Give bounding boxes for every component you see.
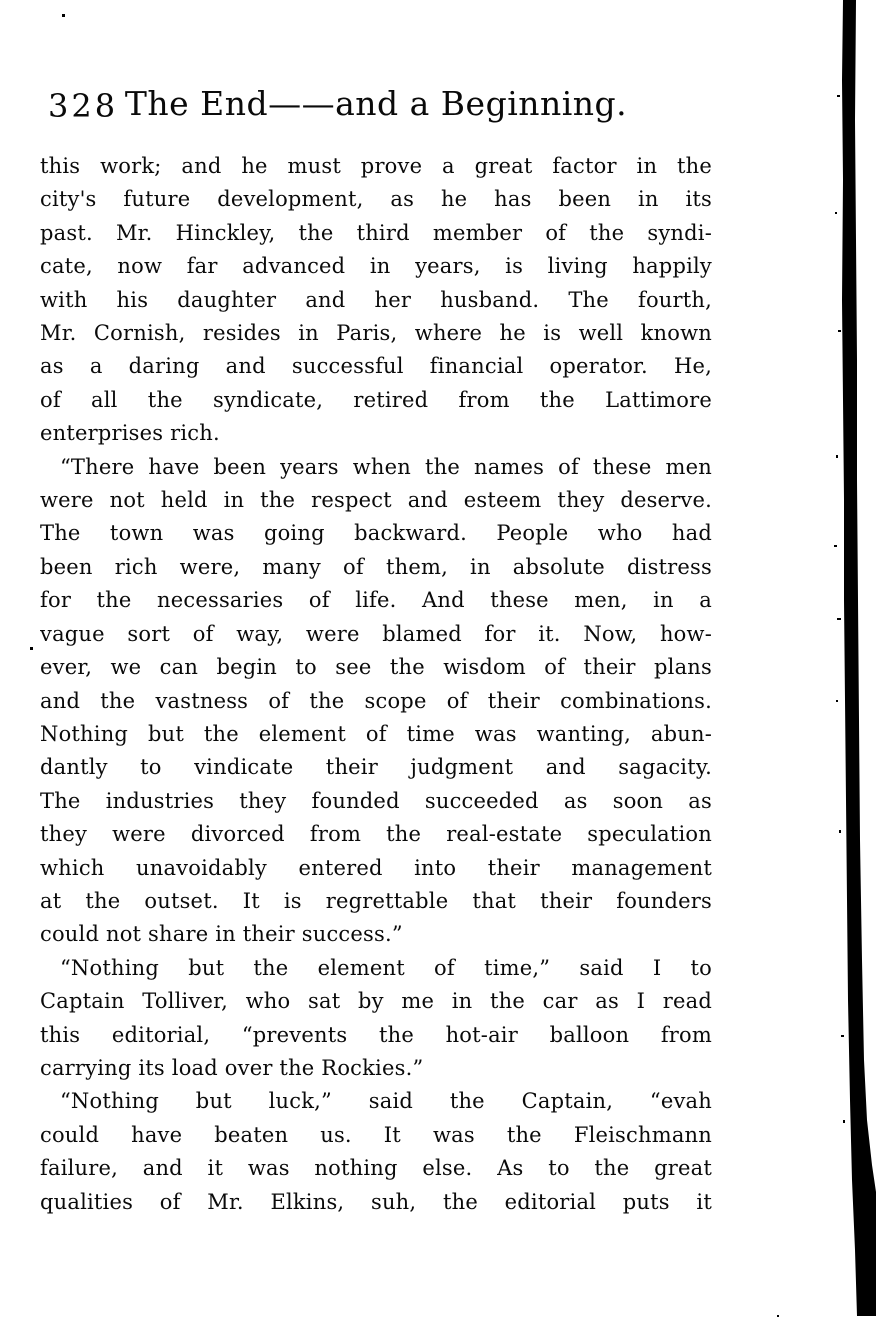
text-line: carrying its load over the Rockies.” — [40, 1055, 424, 1080]
scan-speck — [777, 1315, 779, 1317]
text-line: ever, we can begin to see the wisdom of their plans — [40, 655, 712, 680]
text-line: enterprises rich. — [40, 421, 220, 446]
page-header — [40, 84, 712, 128]
text-line: “There have been years when the names of these men — [60, 454, 712, 479]
scan-speck — [841, 1035, 844, 1037]
text-line: for the necessaries of life. And these men, in a — [40, 588, 712, 613]
text-line: at the outset. It is regrettable that their founders — [40, 888, 712, 913]
text-line: city's future development, as he has been in its — [40, 187, 712, 212]
text-line: qualities of Mr. Elkins, suh, the editorial puts it — [40, 1189, 712, 1214]
scan-speck — [835, 212, 837, 214]
scan-speck — [837, 618, 841, 620]
text-line: Nothing but the element of time was wanting, abun- — [40, 721, 712, 746]
paragraph — [40, 451, 712, 952]
scan-speck — [837, 95, 840, 97]
text-line: been rich were, many of them, in absolute distress — [40, 554, 712, 579]
text-line: as a daring and successful financial operator. He, — [40, 354, 712, 379]
text-line: Mr. Cornish, resides in Paris, where he is well known — [40, 321, 712, 346]
text-line: could have beaten us. It was the Fleischmann — [40, 1122, 712, 1147]
scan-speck — [838, 330, 841, 332]
text-line: of all the syndicate, retired from the Lattimore — [40, 387, 712, 412]
scan-speck — [834, 545, 837, 547]
text-line: “Nothing but luck,” said the Captain, “evah — [60, 1089, 712, 1114]
text-line: Captain Tolliver, who sat by me in the car as I read — [40, 989, 712, 1014]
text-line: past. Mr. Hinckley, the third member of the syndi- — [40, 220, 712, 245]
text-line: dantly to vindicate their judgment and sagacity. — [40, 755, 712, 780]
text-line: this editorial, “prevents the hot-air balloon from — [40, 1022, 712, 1047]
text-line: The industries they founded succeeded as soon as — [40, 788, 712, 813]
scan-speck — [839, 830, 841, 833]
scan-speck — [62, 14, 65, 17]
scan-speck — [836, 455, 838, 458]
text-line: and the vastness of the scope of their combinations. — [40, 688, 712, 713]
paragraph — [40, 150, 712, 451]
gutter-bar — [842, 0, 876, 1316]
text-line: cate, now far advanced in years, is living happily — [40, 254, 712, 279]
scan-speck — [30, 647, 33, 650]
page-number: 328 — [48, 87, 119, 125]
text-line: were not held in the respect and esteem they deserve. — [40, 488, 712, 513]
text-line: vague sort of way, were blamed for it. Now, how- — [40, 621, 712, 646]
text-line: this work; and he must prove a great factor in the — [40, 154, 712, 178]
text-line: could not share in their success.” — [40, 922, 403, 947]
scan-speck — [836, 700, 838, 702]
text-line: failure, and it was nothing else. As to the great — [40, 1156, 712, 1181]
scan-speck — [843, 1120, 845, 1123]
running-title: The End——and a Beginning. — [124, 84, 628, 123]
paragraph — [40, 952, 712, 1086]
text-line: “Nothing but the element of time,” said I to — [60, 955, 712, 980]
text-line: with his daughter and her husband. The fourth, — [40, 287, 712, 312]
text-line: The town was going backward. People who had — [40, 521, 712, 546]
paragraph — [40, 1085, 712, 1219]
body-text — [40, 150, 712, 1219]
text-line: they were divorced from the real-estate speculation — [40, 822, 712, 847]
text-line: which unavoidably entered into their management — [40, 855, 712, 880]
